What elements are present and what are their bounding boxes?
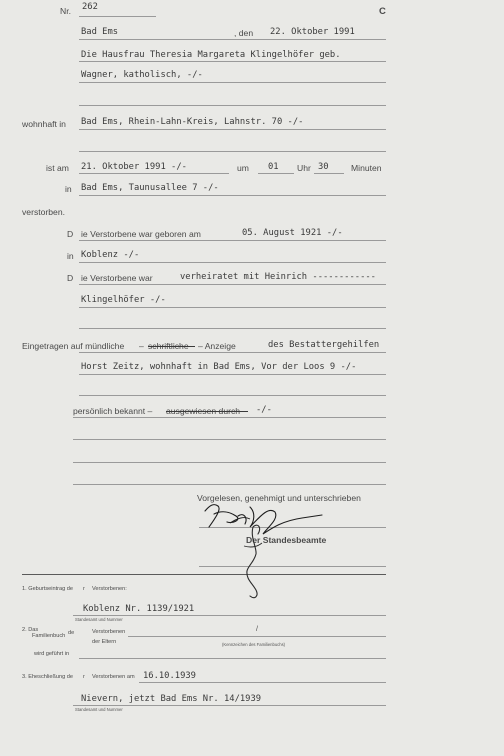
married-label-d: D [67, 273, 74, 283]
den-label: , den [234, 28, 254, 38]
section-divider [22, 574, 386, 575]
born-label-d: D [67, 229, 74, 239]
uhr-label: Uhr [297, 163, 311, 173]
death-date-rule [79, 173, 229, 174]
person-line-1: Die Hausfrau Theresia Margareta Klingelhöfer geb. [81, 50, 341, 60]
marriage-caption: Standesamt und Nummer [75, 707, 123, 712]
marriage-place: Nievern, jetzt Bad Ems Nr. 14/1939 [81, 694, 262, 704]
family-book-de: de [68, 630, 75, 636]
family-book-slash: / [256, 626, 258, 633]
registered-dash-1: – [139, 341, 144, 351]
married-rule [79, 284, 386, 285]
blank-rule-1 [73, 439, 386, 440]
birth-entry-caption: Standesamt und Nummer [75, 617, 123, 622]
read-approved-label: Vorgelesen, genehmigt und unterschrieben [197, 493, 361, 503]
um-label: um [237, 163, 249, 173]
verstorben-label: verstorben. [22, 207, 65, 217]
married-value: verheiratet mit Heinrich ------------ [180, 272, 376, 282]
informant-rule-2 [79, 374, 386, 375]
registered-label-anzeige: – Anzeige [198, 341, 236, 351]
spouse-rule [79, 307, 386, 308]
nr-value: 262 [82, 2, 98, 12]
register-date: 22. Oktober 1991 [270, 27, 355, 37]
spouse-continuation: Klingelhöfer -/- [81, 295, 166, 305]
family-book-rule [128, 636, 386, 637]
person-rule-3 [79, 105, 386, 106]
residence-rule [79, 129, 386, 130]
ist-am-label: ist am [46, 163, 69, 173]
death-date: 21. Oktober 1991 -/- [81, 162, 187, 172]
signature-rule-1 [199, 527, 386, 528]
date-rule [79, 39, 386, 40]
registered-label: Eingetragen auf mündliche [22, 341, 125, 351]
death-minutes: 30 [318, 162, 329, 172]
family-book-kept-rule [79, 658, 386, 659]
register-place: Bad Ems [81, 27, 119, 37]
family-book-kept: wird geführt in [34, 651, 70, 657]
nr-rule [79, 16, 156, 17]
family-book-eltern: der Eltern [92, 639, 117, 645]
death-hour: 01 [268, 162, 279, 172]
signature-rule-2 [199, 566, 386, 567]
registered-struck-word: schriftliche [148, 341, 189, 351]
residence-value: Bad Ems, Rhein-Lahn-Kreis, Lahnstr. 70 -/- [81, 117, 304, 127]
person-rule-1 [79, 61, 386, 62]
born-place: Koblenz -/- [81, 250, 140, 260]
minuten-label: Minuten [351, 163, 382, 173]
blank-rule-2 [73, 462, 386, 463]
birth-entry-label: 1. Geburtseintrag de [22, 586, 73, 592]
person-rule-2 [79, 82, 386, 83]
spouse-rule-2 [79, 328, 386, 329]
nr-label: Nr. [60, 6, 71, 16]
official-label: Der Standesbeamte [246, 535, 327, 545]
family-book-caption: (Kennzeichen des Familienbuchs) [222, 642, 286, 647]
known-label: persönlich bekannt – [73, 406, 153, 416]
known-struck-words: ausgewiesen durch [166, 406, 241, 416]
person-line-2: Wagner, katholisch, -/- [81, 70, 203, 80]
born-in-label: in [67, 251, 74, 261]
residence-rule-2 [79, 151, 386, 152]
marriage-date-rule [139, 682, 386, 683]
informant-line-2: Horst Zeitz, wohnhaft in Bad Ems, Vor der Loos 9 -/- [81, 362, 357, 372]
known-rule [73, 417, 386, 418]
birth-entry-r: r [83, 586, 85, 592]
known-value: -/- [256, 405, 272, 415]
family-book-word: Familienbuch [32, 633, 66, 639]
informant-rule-1 [79, 352, 386, 353]
family-book-num: 2. Das [22, 627, 39, 633]
family-book-verstorbenen: Verstorbenen [92, 629, 126, 635]
residence-label: wohnhaft in [22, 119, 66, 129]
hour-rule [258, 173, 294, 174]
marriage-r: r [83, 674, 85, 680]
born-place-rule [79, 262, 386, 263]
blank-rule-3 [73, 484, 386, 485]
born-rule [79, 240, 386, 241]
born-date: 05. August 1921 -/- [242, 228, 343, 238]
birth-entry-rule [73, 615, 386, 616]
marriage-place-rule [73, 705, 386, 706]
death-place: Bad Ems, Taunusallee 7 -/- [81, 183, 219, 193]
death-in-label: in [65, 184, 72, 194]
marriage-rest: Verstorbenen am [92, 674, 135, 680]
known-strike-mark [166, 411, 248, 412]
birth-entry-value: Koblenz Nr. 1139/1921 [83, 604, 195, 614]
informant-line-1: des Bestattergehilfen [268, 340, 380, 350]
marriage-date: 16.10.1939 [143, 671, 196, 681]
strike-through-mark [148, 346, 195, 347]
married-label-rest: ie Verstorbene war [81, 273, 153, 283]
death-place-rule [79, 195, 386, 196]
corner-letter: C [379, 6, 386, 17]
minutes-rule [314, 173, 344, 174]
informant-rule-3 [79, 395, 386, 396]
born-label-rest: ie Verstorbene war geboren am [81, 229, 201, 239]
birth-entry-rest: Verstorbenen: [92, 586, 127, 592]
marriage-label: 3. Eheschließung de [22, 674, 73, 680]
